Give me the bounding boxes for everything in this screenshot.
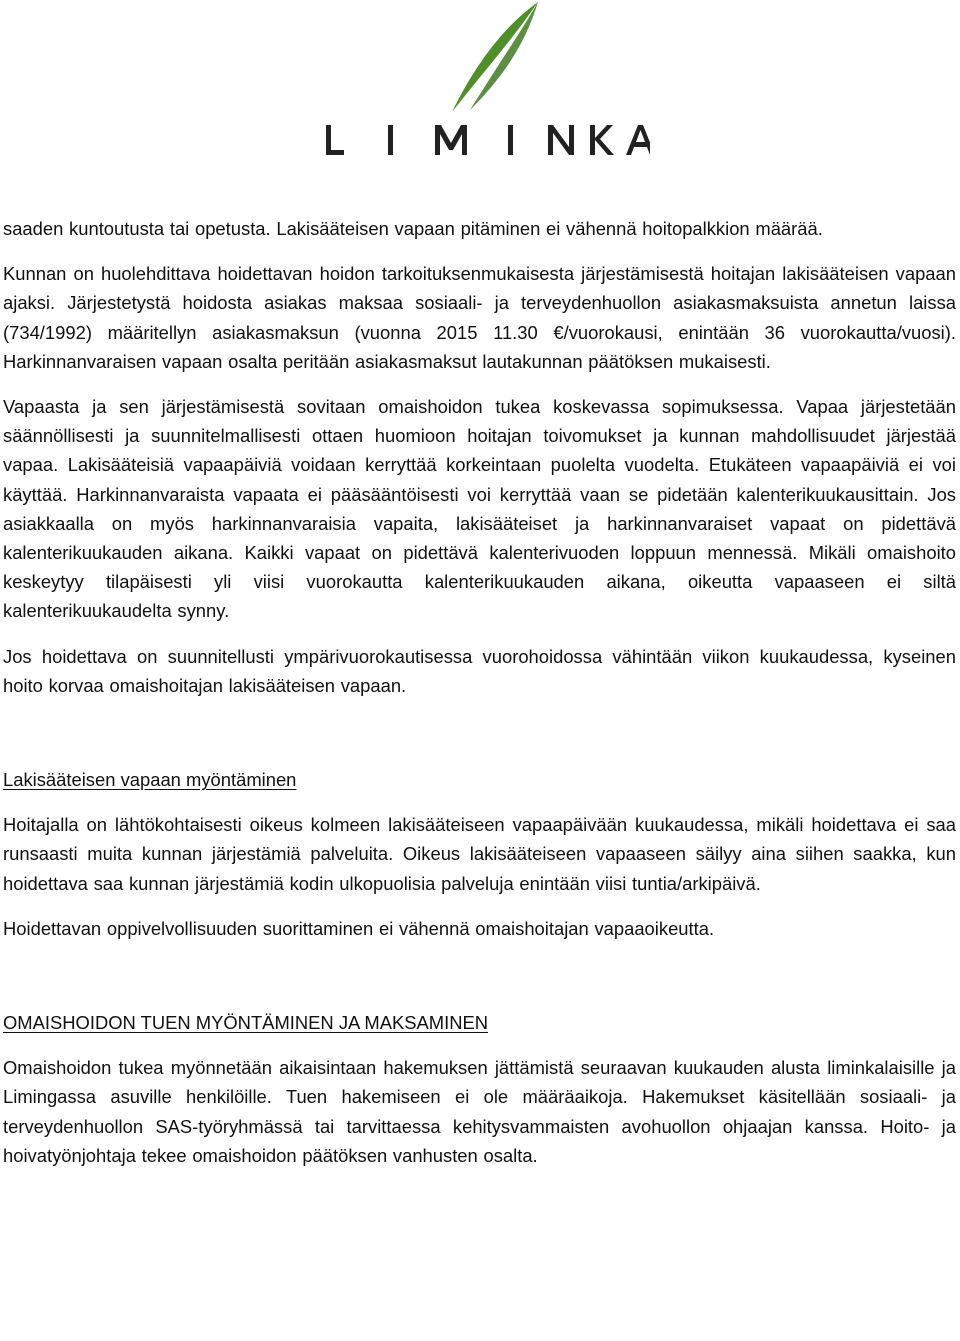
body-paragraph: Hoidettavan oppivelvollisuuden suorittaminen ei vähennä omaishoitajan vapaaoikeutta. (3, 917, 715, 939)
logo-text (0, 0, 1, 1)
body-paragraph: Kunnan on huolehdittava hoidettavan hoidon tarkoituksenmukaisesta järjestämisestä hoitajan lakisääteisen vapaan ajaksi. Järjestetystä hoidosta asiakas maksaa sosiaali- ja terveydenhuollon asiakasmaksuista annetun laissa (734/1992) määritellyn asiakasmaksun (vuonna 2015 11.30 €/vuorokausi, enintään 36 vuorokautta/vuosi). Harkinnanvaraisen vapaan osalta peritään asiakasmaksut lautakunnan päätöksen mukaisesti. (3, 263, 956, 372)
body-paragraph: saaden kuntoutusta tai opetusta. Lakisääteisen vapaan pitäminen ei vähennä hoitopalkkion määrää. (3, 218, 823, 239)
leaf-logo-icon (430, 0, 550, 125)
body-paragraph: Vapaasta ja sen järjestämisestä sovitaan omaishoidon tukea koskevassa sopimuksessa. Vapaa järjestetään säännöllisesti ja suunnitelmallisesti ottaen huomioon hoitajan toivomukset ja kunnan mahdollisuudet järjestää vapaa. Lakisääteisiä vapaapäiviä voidaan kerryttää korkeintaan puolelta vuodelta. Etukäteen vapaapäiviä ei voi käyttää. Harkinnanvaraista vapaata ei pääsääntöisesti voi kerryttää vaan se pidetään kalenterikuukausittain. Jos asiakkaalla on myös harkinnanvaraisia vapaita, lakisääteiset ja harkinnanvaraiset vapaat on pidettävä kalenterikuukauden aikana. Kaikki vapaat on pidettävä kalenterivuoden loppuun mennessä. Mikäli omaishoito keskeytyy tilapäisesti yli viisi vuorokautta kalenterikuukauden aikana, oikeutta vapaaseen ei siltä kalenterikuukaudelta synny. (3, 396, 956, 622)
section-heading: Lakisääteisen vapaan myöntäminen (3, 769, 297, 791)
body-paragraph: Jos hoidettava on suunnitellusti ympärivuorokautisessa vuorohoidossa vähintään viikon kuukaudessa, kyseinen hoito korvaa omaishoitajan lakisääteisen vapaan. (3, 645, 956, 696)
body-paragraph: Hoitajalla on lähtökohtaisesti oikeus kolmeen lakisääteiseen vapaapäivään kuukaudessa, mikäli hoidettava ei saa runsaasti muita kunnan järjestämiä palveluita. Oikeus lakisääteiseen vapaaseen säilyy aina siihen saakka, kun hoidettava saa kunnan järjestämiä kodin ulkopuolisia palveluja enintään viisi tuntia/arkipäivä. (3, 814, 956, 894)
body-paragraph: Omaishoidon tukea myönnetään aikaisintaan hakemuksen jättämistä seuraavan kuukauden alusta liminkalaisille ja Limingassa asuville henkilöille. Tuen hakemiseen ei ole määräaikoja. Hakemukset käsitellään sosiaali- ja terveydenhuollon SAS-työryhmässä tai tarvittaessa kehitysvammaisten avohuollon ohjaajan kanssa. Hoito- ja hoivatyönjohtaja tekee omaishoidon päätöksen vanhusten osalta. (3, 1057, 956, 1166)
section-heading: OMAISHOIDON TUEN MYÖNTÄMINEN JA MAKSAMINEN (3, 1012, 489, 1034)
liminka-logo-wordmark (310, 115, 650, 165)
document-body (3, 214, 956, 1186)
page-header (0, 0, 960, 200)
